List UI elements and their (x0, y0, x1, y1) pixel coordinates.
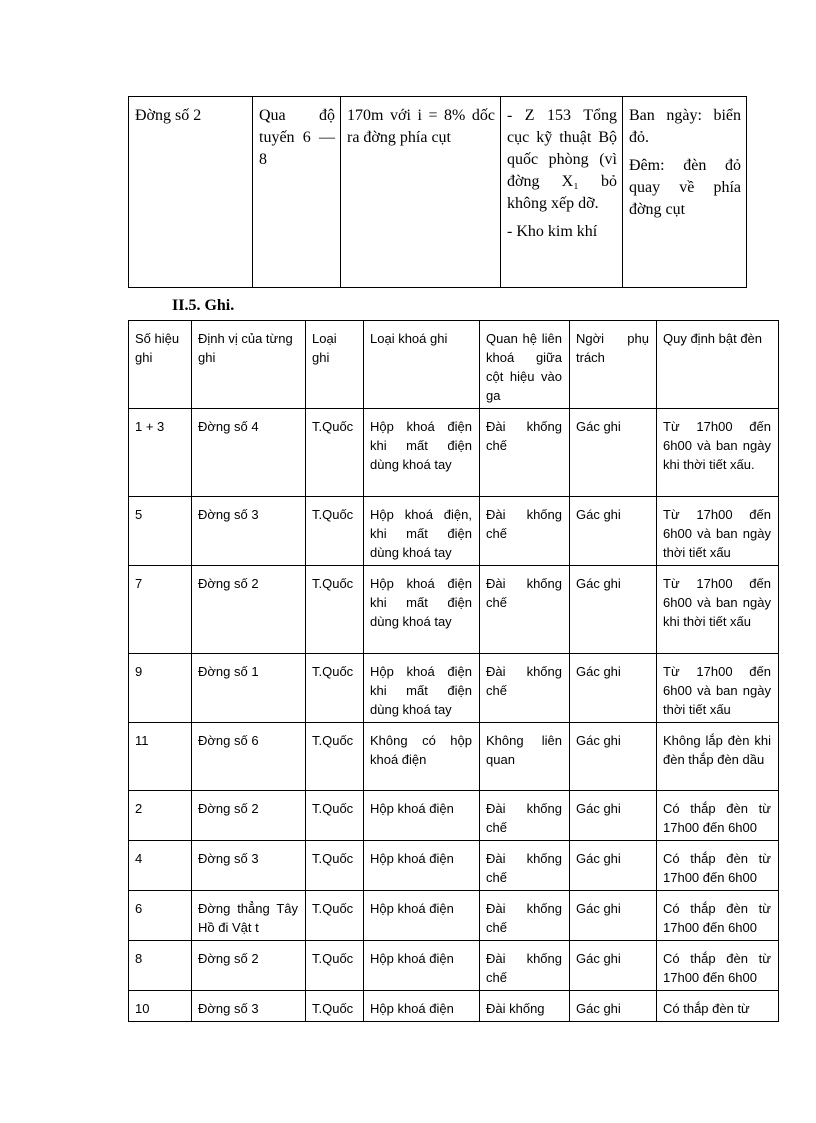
table-cell: Gác ghi (570, 941, 657, 991)
table-cell: Hộp khoá điện (364, 841, 480, 891)
table-cell: T.Quốc (306, 941, 364, 991)
table-cell: Gác ghi (570, 991, 657, 1022)
table-cell: Đài khống chế (480, 409, 570, 497)
table-cell: Đài khống (480, 991, 570, 1022)
route-destination-cell (501, 97, 623, 288)
table-cell: Hộp khoá điện khi mất điện dùng khoá tay (364, 409, 480, 497)
route-track-cell (129, 97, 253, 288)
table-cell: T.Quốc (306, 654, 364, 723)
table-cell: Gác ghi (570, 841, 657, 891)
table-cell: Có thắp đèn từ (657, 991, 779, 1022)
table-cell: Hộp khoá điện (364, 791, 480, 841)
table-cell: 7 (129, 566, 192, 654)
table-cell: Không lắp đèn khi đèn thắp đèn dầu (657, 723, 779, 791)
table-cell: 8 (129, 941, 192, 991)
cell-text: - Kho kim khí (507, 223, 598, 240)
cell-text: Ban ngày: biển đỏ. (629, 107, 741, 146)
cell-text: Đêm: đèn đỏ quay về phía đờng cụt (629, 157, 741, 218)
table-cell: Đờng số 3 (192, 991, 306, 1022)
table-cell: T.Quốc (306, 566, 364, 654)
header-cell: Số hiệu ghi (129, 321, 192, 409)
table-cell: 2 (129, 791, 192, 841)
table-cell: T.Quốc (306, 409, 364, 497)
header-cell: Quy định bật đèn (657, 321, 779, 409)
table-cell: Hộp khoá điện (364, 941, 480, 991)
header-cell: Định vị của từng ghi (192, 321, 306, 409)
table-cell: Có thắp đèn từ 17h00 đến 6h00 (657, 791, 779, 841)
table-cell: Đài khống chế (480, 941, 570, 991)
table-header-row (129, 321, 779, 409)
table-cell: Đờng số 2 (192, 791, 306, 841)
cell-text: 170m với i = 8% dốc ra đờng phía cụt (347, 107, 495, 146)
cell-text: Qua độ tuyến 6 — 8 (259, 107, 335, 168)
table-row (129, 941, 779, 991)
table-row (129, 497, 779, 566)
table-cell: Từ 17h00 đến 6h00 và ban ngày khi thời tiết xấu (657, 566, 779, 654)
table-cell: T.Quốc (306, 497, 364, 566)
route-crossover-cell (253, 97, 341, 288)
table-cell: Đờng số 2 (192, 566, 306, 654)
table-cell: 6 (129, 891, 192, 941)
header-cell: Quan hệ liên khoá giữa cột hiệu vào ga (480, 321, 570, 409)
table-cell: 11 (129, 723, 192, 791)
table-cell: Đờng số 3 (192, 841, 306, 891)
table-row (129, 841, 779, 891)
header-cell: Ngời phụ trách (570, 321, 657, 409)
table-cell: Đài khống chế (480, 791, 570, 841)
table-cell: Gác ghi (570, 791, 657, 841)
table-row (129, 566, 779, 654)
table-cell: Có thắp đèn từ 17h00 đến 6h00 (657, 891, 779, 941)
table-cell: Đài khống chế (480, 841, 570, 891)
table-row (129, 991, 779, 1022)
route-table (128, 96, 747, 288)
section-heading: II.5. Ghi. (172, 297, 235, 314)
table-cell: T.Quốc (306, 841, 364, 891)
table-cell: Đờng số 1 (192, 654, 306, 723)
table-cell: 5 (129, 497, 192, 566)
table-cell: 10 (129, 991, 192, 1022)
table-row (129, 654, 779, 723)
table-cell: Gác ghi (570, 497, 657, 566)
table-cell: Đờng số 2 (192, 941, 306, 991)
table-cell: Không liên quan (480, 723, 570, 791)
table-row (129, 409, 779, 497)
table-cell: Gác ghi (570, 409, 657, 497)
header-cell: Loại ghi (306, 321, 364, 409)
header-cell: Loại khoá ghi (364, 321, 480, 409)
table-cell: Có thắp đèn từ 17h00 đến 6h00 (657, 941, 779, 991)
table-cell: Từ 17h00 đến 6h00 và ban ngày thời tiết xấu (657, 654, 779, 723)
table-cell: Hộp khoá điện (364, 991, 480, 1022)
table-row (129, 891, 779, 941)
table-cell: Hộp khoá điện khi mất điện dùng khoá tay (364, 566, 480, 654)
table-row (129, 791, 779, 841)
table-cell: Đài khống chế (480, 497, 570, 566)
switch-table (128, 320, 779, 1022)
table-cell: Gác ghi (570, 891, 657, 941)
route-grade-cell (341, 97, 501, 288)
table-cell: Đờng số 6 (192, 723, 306, 791)
table-cell: Từ 17h00 đến 6h00 và ban ngày khi thời tiết xấu. (657, 409, 779, 497)
table-cell: Đờng số 4 (192, 409, 306, 497)
table-cell: T.Quốc (306, 991, 364, 1022)
table-cell: Gác ghi (570, 566, 657, 654)
table-cell: Đài khống chế (480, 566, 570, 654)
table-cell: Hộp khoá điện, khi mất điện dùng khoá tay (364, 497, 480, 566)
table-cell: Đài khống chế (480, 891, 570, 941)
cell-text: Đờng số 2 (135, 107, 202, 124)
table-cell: Không có hộp khoá điện (364, 723, 480, 791)
table-cell: 1 + 3 (129, 409, 192, 497)
table-cell: Gác ghi (570, 723, 657, 791)
table-cell: 9 (129, 654, 192, 723)
table-cell: T.Quốc (306, 791, 364, 841)
table-cell: Có thắp đèn từ 17h00 đến 6h00 (657, 841, 779, 891)
table-cell: Gác ghi (570, 654, 657, 723)
table-cell: Đờng thẳng Tây Hồ đi Vật t (192, 891, 306, 941)
table-cell: Hộp khoá điện (364, 891, 480, 941)
table-cell: Đờng số 3 (192, 497, 306, 566)
table-row (129, 723, 779, 791)
cell-text: - Z 153 Tổng cục kỹ thuật Bộ quốc phòng (vì đờng X₁ bỏ không xếp dỡ. (507, 107, 617, 212)
table-cell: Từ 17h00 đến 6h00 và ban ngày thời tiết xấu (657, 497, 779, 566)
route-row (129, 97, 747, 288)
table-cell: Hộp khoá điện khi mất điện dùng khoá tay (364, 654, 480, 723)
table-cell: T.Quốc (306, 891, 364, 941)
table-cell: Đài khống chế (480, 654, 570, 723)
route-signal-cell (623, 97, 747, 288)
table-cell: T.Quốc (306, 723, 364, 791)
table-cell: 4 (129, 841, 192, 891)
